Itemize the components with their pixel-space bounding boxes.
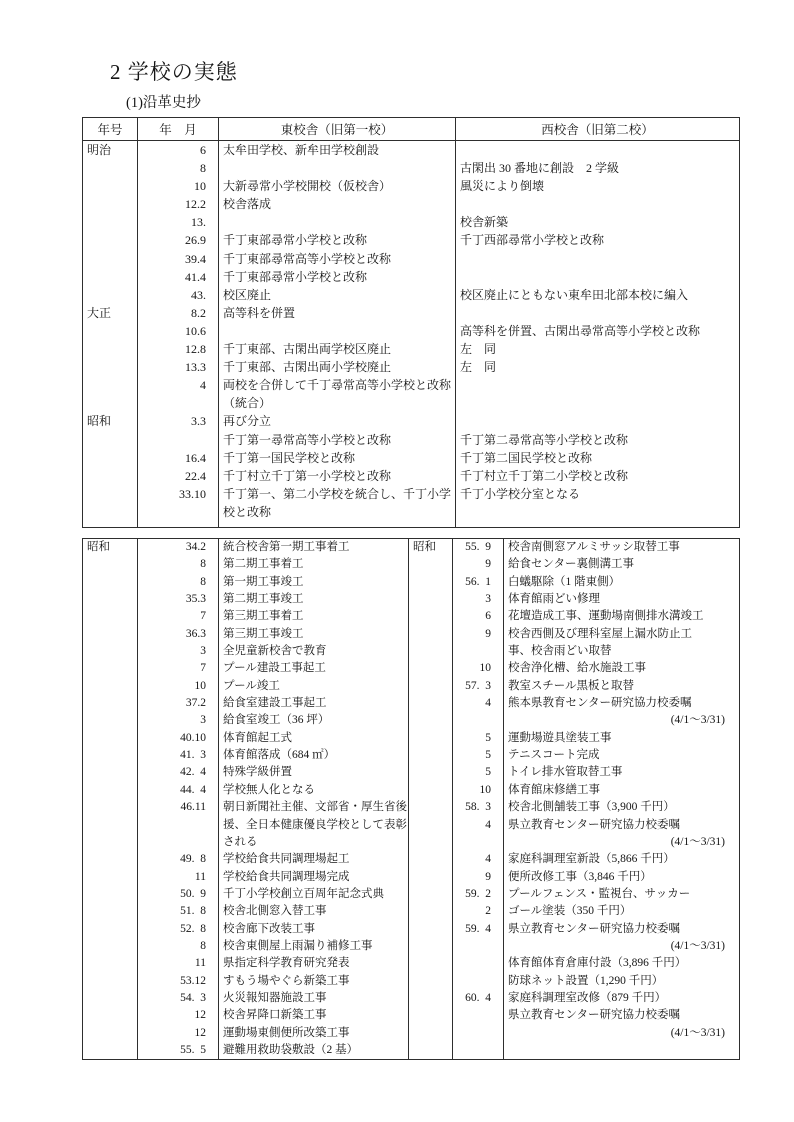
- table-line: 援、全日本健康優良学校として表彰: [223, 818, 407, 831]
- table-line: 県立教育センター研究協力校委嘱: [508, 1009, 681, 1022]
- table-line: 4: [200, 378, 206, 393]
- table-line: 10: [194, 679, 206, 692]
- table-line: 6: [485, 610, 491, 623]
- section-subtitle: (1)沿革史抄: [126, 95, 201, 111]
- table-line: [456, 304, 739, 322]
- table-line: 9: [485, 627, 491, 640]
- table-line: [219, 159, 455, 177]
- table-line: [83, 467, 137, 485]
- table-line: [453, 1042, 503, 1059]
- table-line: [83, 834, 137, 851]
- table-line: 千丁西部尋常小学校と改称: [460, 233, 605, 248]
- table-line: [456, 268, 739, 286]
- table-line: [83, 340, 137, 358]
- table-line: [83, 591, 137, 608]
- table-line: 13.3: [185, 360, 206, 375]
- table-line: 朝日新聞社主催、文部省・厚生省後: [223, 801, 407, 814]
- table-line: 54. 3: [180, 991, 206, 1004]
- table-line: 3: [200, 714, 206, 727]
- table-line: [83, 921, 137, 938]
- table-line: [138, 834, 218, 851]
- table-line: 第二期工事着工: [223, 558, 304, 571]
- table-line: 10: [479, 783, 491, 796]
- table-line: 16.4: [185, 450, 206, 465]
- table-line: 避難用救助袋敷設（2 基）: [223, 1043, 359, 1056]
- table-line: ゴール塗装（350 千円）: [508, 905, 632, 918]
- table-line: 校区廃止: [223, 287, 272, 302]
- table-line: 給食室建設工事起工: [223, 697, 327, 710]
- table-line: [83, 376, 137, 394]
- table-line: 事、校舎雨どい取替: [508, 645, 612, 658]
- table-line: 42. 4: [180, 766, 206, 779]
- table-line: [456, 412, 739, 430]
- table-line: プール竣工: [223, 679, 280, 692]
- table-line: 風災により倒壊: [460, 179, 545, 194]
- table-line: 2: [485, 905, 491, 918]
- table-line: [83, 903, 137, 920]
- table-line: [409, 1042, 452, 1059]
- table-line: [409, 695, 452, 712]
- history-table-body: [83, 141, 739, 527]
- table-line: [409, 1025, 452, 1042]
- table-line: 千丁小学校分室となる: [460, 486, 581, 501]
- table-line: 8.2: [191, 305, 206, 320]
- table-line: 県指定科学教育研究発表: [223, 957, 350, 970]
- table-line: [83, 159, 137, 177]
- table-line: プール建設工事起工: [223, 662, 326, 675]
- table-line: [409, 747, 452, 764]
- table-line: [456, 394, 739, 412]
- table-line: 第二期工事竣工: [223, 593, 304, 606]
- table-line: [219, 213, 455, 231]
- table-line: 校と改称: [223, 504, 272, 519]
- table-line: 花壇造成工事、運動場南側排水溝竣工: [508, 610, 704, 623]
- table-line: 10.6: [185, 323, 206, 338]
- table-line: 左 同: [460, 360, 497, 375]
- table-line: (4/1～3/31): [670, 939, 725, 952]
- left-events-column: [219, 539, 409, 1059]
- table-line: [83, 817, 137, 834]
- table-line: [409, 851, 452, 868]
- table-line: [83, 608, 137, 625]
- table-line: 3: [200, 645, 206, 658]
- table-line: [83, 574, 137, 591]
- table-line: [409, 660, 452, 677]
- table-line: 昭和: [87, 414, 112, 429]
- table-line: 53.12: [180, 974, 206, 987]
- table-line: 県立教育センター研究協力校委嘱: [508, 922, 681, 935]
- table-line: 50. 9: [180, 887, 206, 900]
- table-line: 高等科を併置: [223, 305, 296, 320]
- table-line: [409, 938, 452, 955]
- table-line: 千丁東部尋常小学校と改称: [223, 233, 368, 248]
- table-line: 千丁第一尋常高等小学校と改称: [223, 432, 392, 447]
- table-line: 昭和: [413, 541, 436, 553]
- table-line: [83, 782, 137, 799]
- table-line: 12: [194, 1009, 206, 1022]
- table-line: 59. 4: [465, 922, 491, 935]
- era-column: [83, 141, 138, 527]
- table-line: [83, 177, 137, 195]
- table-line: 校舎廊下改装工事: [223, 922, 315, 935]
- table-line: [83, 268, 137, 286]
- table-line: 33.10: [179, 486, 206, 501]
- table-line: 給食センター裏側溝工事: [508, 558, 635, 571]
- table-line: [83, 730, 137, 747]
- table-line: [83, 213, 137, 231]
- table-line: [453, 955, 503, 972]
- table-line: 11: [194, 957, 206, 970]
- table-line: 7: [200, 662, 206, 675]
- table-line: 特殊学級併置: [223, 766, 292, 779]
- table-line: [83, 695, 137, 712]
- table-line: [83, 1025, 137, 1042]
- table-line: 校舎昇降口新築工事: [223, 1009, 327, 1022]
- table-line: [83, 938, 137, 955]
- table-line: 22.4: [185, 468, 206, 483]
- table-line: 統合校舎第一期工事着工: [223, 541, 350, 553]
- header-era: 年号: [83, 118, 138, 140]
- table-line: 明治: [87, 143, 112, 157]
- table-line: 41.4: [185, 269, 206, 284]
- table-line: [138, 394, 218, 412]
- table-line: [83, 747, 137, 764]
- table-line: 給食室竣工（36 坪）: [223, 714, 330, 727]
- table-line: 4: [485, 853, 491, 866]
- table-line: 運動場遊具塗装工事: [508, 731, 612, 744]
- table-line: [456, 503, 739, 521]
- table-line: [83, 485, 137, 503]
- table-line: (4/1～3/31): [670, 714, 725, 727]
- table-line: 52. 8: [180, 922, 206, 935]
- table-line: [453, 712, 503, 729]
- table-line: 千丁東部尋常高等小学校と改称: [223, 251, 392, 266]
- table-line: 校舎落成: [223, 197, 272, 212]
- table-line: 県立教育センター研究協力校委嘱: [508, 818, 681, 831]
- table-line: [138, 503, 218, 521]
- table-line: 教室スチール黒板と取替: [508, 679, 635, 692]
- table-line: [83, 851, 137, 868]
- construction-history-table: [82, 538, 740, 1060]
- table-line: 千丁東部尋常小学校と改称: [223, 269, 368, 284]
- table-line: 4: [485, 818, 491, 831]
- table-line: 運動場東側便所改築工事: [223, 1026, 350, 1039]
- table-line: [83, 1007, 137, 1024]
- table-line: 59. 2: [465, 887, 491, 900]
- table-line: プールフェンス・監視台、サッカー: [508, 887, 691, 900]
- table-line: 校舎北側舗装工事（3,900 千円）: [508, 801, 675, 814]
- table-line: 55. 9: [465, 541, 491, 553]
- table-line: 千丁小学校創立百周年記念式典: [223, 887, 384, 900]
- table-line: [83, 394, 137, 412]
- table-line: 体育館雨どい修理: [508, 593, 600, 606]
- table-line: 校舎西側及び理科室屋上漏水防止工: [508, 627, 692, 640]
- table-line: [138, 431, 218, 449]
- table-line: 11: [194, 870, 206, 883]
- table-line: 全児童新校舎で教育: [223, 645, 327, 658]
- table-line: [409, 817, 452, 834]
- year-month-column: [138, 141, 219, 527]
- table-line: [409, 626, 452, 643]
- table-line: （統合）: [223, 396, 272, 411]
- table-line: [409, 643, 452, 660]
- table-line: 57. 3: [465, 679, 491, 692]
- table-line: [453, 938, 503, 955]
- table-line: 58. 3: [465, 801, 491, 814]
- table-line: [409, 973, 452, 990]
- table-line: 校舎新築: [460, 215, 509, 230]
- table-line: 55. 5: [180, 1043, 206, 1056]
- table-line: 白蟻駆除（1 階東側）: [508, 575, 621, 588]
- table-line: [83, 990, 137, 1007]
- right-era-column: [409, 539, 453, 1059]
- table-line: [83, 231, 137, 249]
- table-line: [409, 782, 452, 799]
- table-line: [456, 141, 739, 159]
- school-history-table: [82, 117, 740, 528]
- table-line: [453, 1025, 503, 1042]
- table-line: [83, 799, 137, 816]
- table-line: 3: [485, 593, 491, 606]
- table-line: 41. 3: [180, 749, 206, 762]
- table-line: 学校給食共同調理場起工: [223, 853, 350, 866]
- table-line: すもう場やぐら新築工事: [223, 974, 350, 987]
- header-year-month: 年 月: [138, 118, 219, 140]
- table-line: 千丁第一国民学校と改称: [223, 450, 356, 465]
- table-line: 大正: [87, 305, 112, 320]
- table-line: トイレ排水管取替工事: [508, 766, 623, 779]
- table-line: [83, 503, 137, 521]
- table-line: [409, 955, 452, 972]
- table-line: 高等科を併置、古閑出尋常高等小学校と改称: [460, 323, 701, 338]
- table-line: 8: [200, 575, 206, 588]
- table-line: 千丁第二尋常高等小学校と改称: [460, 432, 629, 447]
- history-table-header-row: [83, 118, 739, 141]
- table-line: [409, 799, 452, 816]
- table-line: 体育館体育倉庫付設（3,896 千円）: [508, 957, 687, 970]
- header-west-building: 西校舎（旧第二校）: [541, 123, 654, 137]
- table-line: [453, 1007, 503, 1024]
- table-line: 9: [485, 558, 491, 571]
- table-line: 43.: [191, 287, 206, 302]
- table-line: 40.10: [180, 731, 206, 744]
- table-line: [409, 903, 452, 920]
- table-line: 便所改修工事（3,846 千円）: [508, 870, 652, 883]
- table-line: [456, 195, 739, 213]
- table-line: 8: [200, 558, 206, 571]
- left-era-column: [83, 539, 138, 1059]
- table-line: [453, 643, 503, 660]
- table-line: 56. 1: [465, 575, 491, 588]
- table-line: 6: [200, 143, 206, 157]
- left-year-month-column: [138, 539, 219, 1059]
- table-line: 千丁東部、古閑出両小学校廃止: [223, 360, 392, 375]
- table-line: [456, 376, 739, 394]
- table-line: 火災報知器施設工事: [223, 991, 327, 1004]
- table-line: [83, 556, 137, 573]
- table-line: [409, 678, 452, 695]
- table-line: [409, 886, 452, 903]
- table-line: [219, 322, 455, 340]
- table-line: 千丁村立千丁第二小学校と改称: [460, 468, 629, 483]
- table-line: [409, 869, 452, 886]
- table-line: 体育館落成（684 ㎡）: [223, 749, 336, 762]
- west-building-column: [456, 141, 739, 527]
- table-line: [83, 660, 137, 677]
- table-line: [409, 574, 452, 591]
- table-line: 熊本県教育センター研究協力校委嘱: [508, 697, 692, 710]
- table-line: 37.2: [185, 697, 206, 710]
- right-events-column: [504, 539, 739, 1059]
- table-line: (4/1～3/31): [670, 1026, 725, 1039]
- table-line: [409, 712, 452, 729]
- table-line: [409, 834, 452, 851]
- table-line: [409, 556, 452, 573]
- table-line: 12.2: [185, 197, 206, 212]
- table-line: [409, 608, 452, 625]
- table-line: [83, 869, 137, 886]
- table-line: 校区廃止にともない東牟田北部本校に編入: [460, 287, 689, 302]
- table-line: 36.3: [185, 627, 206, 640]
- right-year-month-column: [453, 539, 504, 1059]
- table-line: [83, 643, 137, 660]
- table-line: 第一期工事竣工: [223, 575, 304, 588]
- table-line: 44. 4: [180, 783, 206, 796]
- table-line: テニスコート完成: [508, 749, 600, 762]
- table-line: 昭和: [87, 541, 110, 553]
- table-line: 体育館床修繕工事: [508, 783, 600, 796]
- table-line: 学校無人化となる: [223, 783, 315, 796]
- table-line: 8: [200, 939, 206, 952]
- table-line: 第三期工事竣工: [223, 627, 304, 640]
- header-east-building: 東校舎（旧第一校）: [219, 118, 456, 140]
- east-building-column: [219, 141, 456, 527]
- table-line: [409, 1007, 452, 1024]
- page-title: 2 学校の実態: [110, 60, 238, 84]
- table-line: 35.3: [185, 593, 206, 606]
- table-line: [83, 973, 137, 990]
- table-line: [504, 1042, 739, 1059]
- table-line: [409, 921, 452, 938]
- table-line: 左 同: [460, 342, 497, 357]
- table-line: 校舎東側屋上雨漏り補修工事: [223, 939, 373, 952]
- table-line: 51. 8: [180, 905, 206, 918]
- table-line: 家庭科調理室改修（879 千円）: [508, 991, 667, 1004]
- table-line: 校舎北側窓入替工事: [223, 905, 327, 918]
- table-line: [83, 195, 137, 213]
- table-line: [138, 817, 218, 834]
- table-line: 8: [200, 161, 206, 176]
- table-line: 大新尋常小学校開校（仮校舎）: [223, 179, 392, 194]
- table-line: [83, 678, 137, 695]
- table-line: [83, 358, 137, 376]
- construction-table-body: [83, 539, 739, 1059]
- table-line: される: [223, 835, 258, 848]
- table-line: 防球ネット設置（1,290 千円）: [508, 974, 664, 987]
- table-line: [83, 955, 137, 972]
- table-line: 9: [485, 870, 491, 883]
- table-line: [409, 591, 452, 608]
- table-line: 校舎南側窓アルミサッシ取替工事: [508, 541, 680, 553]
- table-line: 12: [194, 1026, 206, 1039]
- table-line: 再び分立: [223, 414, 272, 429]
- table-line: [409, 990, 452, 1007]
- table-line: 5: [485, 731, 491, 744]
- table-line: [453, 973, 503, 990]
- table-line: 千丁村立千丁第一小学校と改称: [223, 468, 392, 483]
- table-line: 5: [485, 766, 491, 779]
- table-line: [83, 449, 137, 467]
- table-line: 両校を合併して千丁尋常高等小学校と改称: [223, 378, 452, 393]
- table-line: [453, 834, 503, 851]
- table-line: 12.8: [185, 342, 206, 357]
- table-line: [83, 626, 137, 643]
- table-line: 家庭科調理室新設（5,866 千円）: [508, 853, 675, 866]
- table-line: 10: [194, 179, 206, 194]
- table-line: 学校給食共同調理場完成: [223, 870, 350, 883]
- table-line: 49. 8: [180, 853, 206, 866]
- table-line: [83, 764, 137, 781]
- table-line: 13.: [191, 215, 206, 230]
- table-line: [83, 712, 137, 729]
- table-line: [83, 431, 137, 449]
- table-line: [83, 1042, 137, 1059]
- table-line: [83, 250, 137, 268]
- table-line: 第三期工事着工: [223, 610, 304, 623]
- table-line: 体育館起工式: [223, 731, 292, 744]
- table-line: 46.11: [180, 801, 206, 814]
- table-line: 5: [485, 749, 491, 762]
- table-line: [456, 250, 739, 268]
- table-line: 千丁第二国民学校と改称: [460, 450, 593, 465]
- table-line: [83, 286, 137, 304]
- table-line: (4/1～3/31): [670, 835, 725, 848]
- table-line: 太牟田学校、新牟田学校創設: [223, 143, 380, 157]
- table-line: 校舎浄化槽、給水施設工事: [508, 662, 646, 675]
- table-line: 39.4: [185, 251, 206, 266]
- table-line: [83, 322, 137, 340]
- table-line: 古閑出 30 番地に創設 2 学級: [460, 161, 620, 176]
- table-line: 3.3: [191, 414, 206, 429]
- table-line: [409, 730, 452, 747]
- table-line: 60. 4: [465, 991, 491, 1004]
- table-line: [409, 764, 452, 781]
- table-line: [83, 886, 137, 903]
- table-line: 7: [200, 610, 206, 623]
- table-line: 10: [479, 662, 491, 675]
- table-line: 26.9: [185, 233, 206, 248]
- table-line: 千丁東部、古閑出両学校区廃止: [223, 342, 392, 357]
- table-line: 千丁第一、第二小学校を統合し、千丁小学: [223, 486, 452, 501]
- table-line: 4: [485, 697, 491, 710]
- table-line: 34.2: [185, 541, 206, 553]
